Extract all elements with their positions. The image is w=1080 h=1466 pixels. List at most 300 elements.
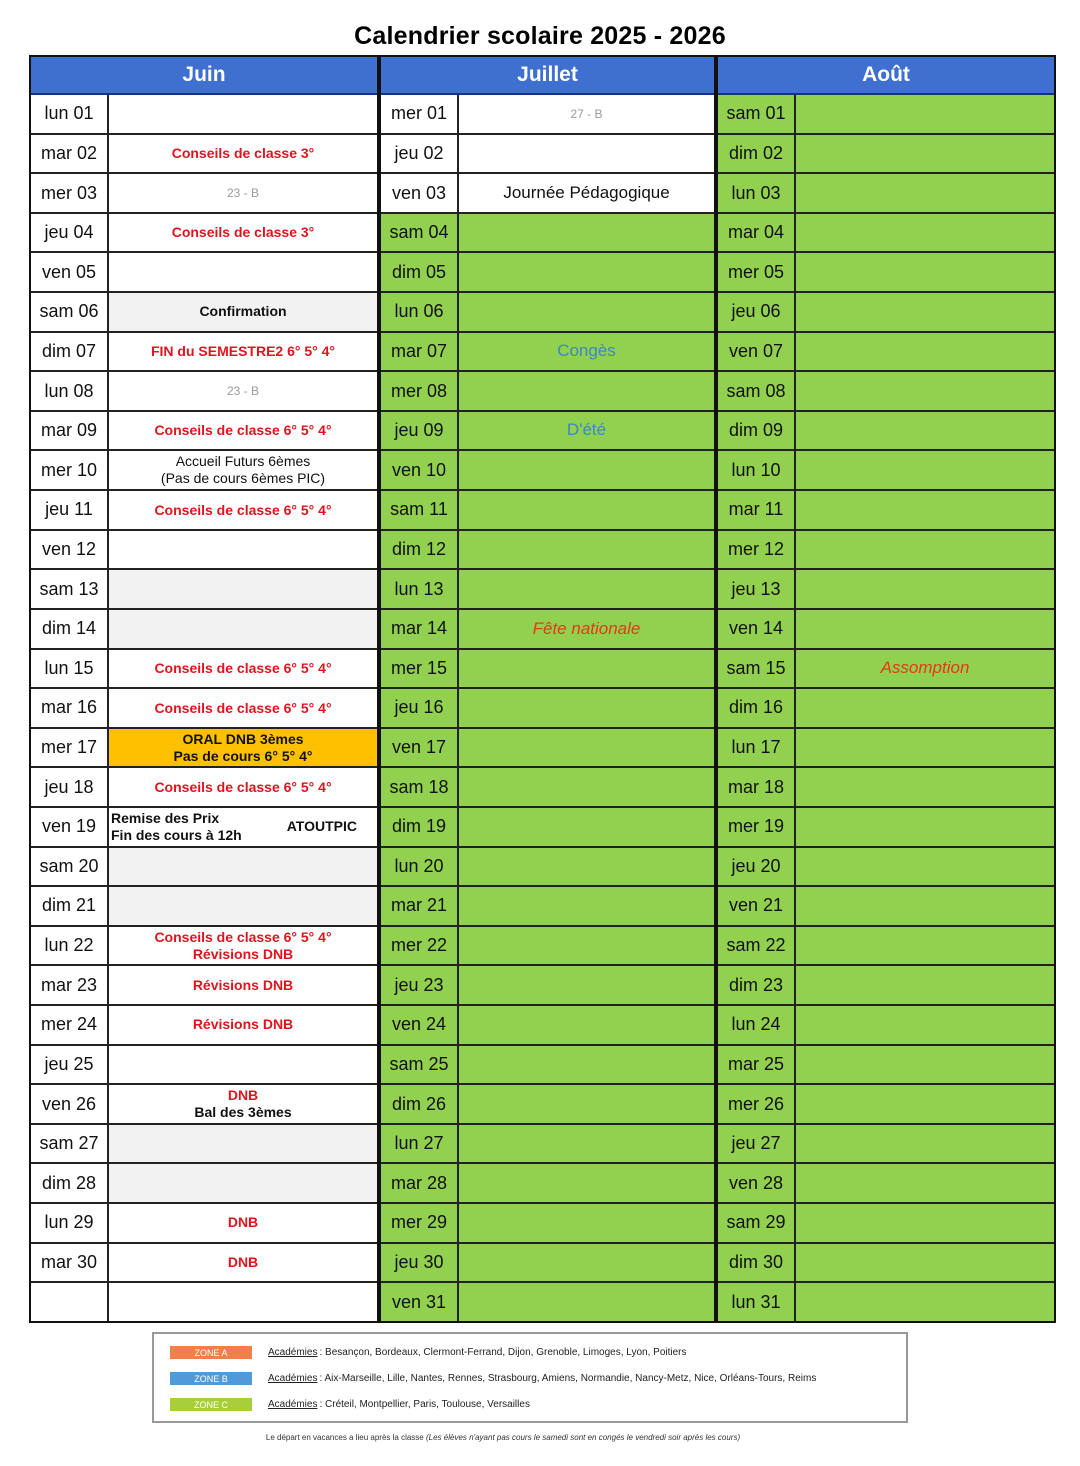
day-label: jeu 09: [381, 412, 459, 450]
event-line: (Pas de cours 6èmes PIC): [160, 470, 326, 487]
event-line: 27 - B: [570, 106, 603, 121]
zone-a-swatch: ZONE A: [170, 1346, 252, 1359]
day-label: jeu 16: [381, 689, 459, 727]
event-line: Conseils de classe 6° 5° 4°: [154, 501, 332, 518]
day-label: dim 16: [718, 689, 796, 727]
calendar-row: [381, 1204, 714, 1244]
calendar-row: [31, 95, 377, 135]
calendar-row: [718, 214, 1054, 254]
day-label: jeu 04: [31, 214, 109, 252]
event-cell: [109, 174, 377, 212]
event-cell: [459, 650, 714, 688]
calendar-row: [718, 848, 1054, 888]
event-cell: [109, 848, 377, 886]
day-label: mar 30: [31, 1244, 109, 1282]
calendar-row: [31, 1204, 377, 1244]
day-label: ven 26: [31, 1085, 109, 1123]
event-line: Conseils de classe 6° 5° 4°: [154, 699, 332, 716]
event-cell: [796, 293, 1054, 331]
month-rows-juin: [31, 95, 377, 1321]
event-cell: [109, 412, 377, 450]
event-cell: [796, 333, 1054, 371]
event-line: Révisions DNB: [192, 976, 294, 993]
event-cell: [109, 293, 377, 331]
day-label: dim 30: [718, 1244, 796, 1282]
event-cell: [796, 253, 1054, 291]
event-line: Fête nationale: [532, 618, 641, 638]
calendar-grid: [29, 55, 1056, 1323]
event-cell: [459, 1046, 714, 1084]
event-right: ATOUTPIC: [286, 818, 357, 835]
event-cell: [796, 412, 1054, 450]
calendar-row: [31, 808, 377, 848]
day-label: ven 05: [31, 253, 109, 291]
event-line: Pas de cours 6° 5° 4°: [173, 747, 313, 764]
day-label: jeu 18: [31, 768, 109, 806]
day-label: ven 21: [718, 887, 796, 925]
event-cell: [109, 1283, 377, 1321]
day-label: jeu 20: [718, 848, 796, 886]
day-label: jeu 30: [381, 1244, 459, 1282]
calendar-row: [31, 887, 377, 927]
event-cell: [459, 253, 714, 291]
day-label: dim 14: [31, 610, 109, 648]
calendar-row: [718, 412, 1054, 452]
calendar-row: [718, 1204, 1054, 1244]
day-label: dim 02: [718, 135, 796, 173]
event-cell: [796, 1046, 1054, 1084]
legend-label: Académies: [268, 1373, 318, 1384]
day-label: mer 03: [31, 174, 109, 212]
event-cell: [109, 610, 377, 648]
calendar-row: [718, 1283, 1054, 1321]
day-label: sam 08: [718, 372, 796, 410]
event-cell: [109, 451, 377, 489]
event-cell: [459, 214, 714, 252]
event-line: DNB: [227, 1214, 259, 1231]
event-line: Fin des cours à 12h: [111, 826, 242, 843]
event-cell: [459, 887, 714, 925]
calendar-row: [718, 95, 1054, 135]
event-line: Révisions DNB: [192, 1016, 294, 1033]
calendar-row: [31, 729, 377, 769]
calendar-row: [718, 966, 1054, 1006]
event-line: 23 - B: [226, 185, 259, 200]
day-label: ven 10: [381, 451, 459, 489]
day-label: ven 31: [381, 1283, 459, 1321]
event-line: Conseils de classe 3°: [171, 145, 315, 162]
event-cell: [109, 887, 377, 925]
day-label: mer 08: [381, 372, 459, 410]
calendar-row: [381, 1046, 714, 1086]
day-label: sam 29: [718, 1204, 796, 1242]
calendar-row: [381, 135, 714, 175]
legend-row-zone-b: [170, 1372, 816, 1385]
event-cell: [796, 531, 1054, 569]
event-cell: [459, 135, 714, 173]
legend-text: : Créteil, Montpellier, Paris, Toulouse, Versailles: [319, 1399, 530, 1410]
event-cell: [796, 848, 1054, 886]
event-cell: [459, 1244, 714, 1282]
event-cell: [459, 1204, 714, 1242]
event-cell: [459, 174, 714, 212]
event-cell: [459, 372, 714, 410]
event-line: FIN du SEMESTRE2 6° 5° 4°: [150, 343, 336, 360]
event-cell: [796, 95, 1054, 133]
calendar-row: [381, 293, 714, 333]
calendar-row: [31, 293, 377, 333]
event-cell: [796, 1125, 1054, 1163]
calendar-row: [718, 333, 1054, 373]
day-label: lun 03: [718, 174, 796, 212]
day-label: mer 17: [31, 729, 109, 767]
footnote-main: Le départ en vacances a lieu après la classe: [265, 1433, 426, 1442]
calendar-row: [31, 1006, 377, 1046]
day-label: sam 11: [381, 491, 459, 529]
calendar-row: [718, 570, 1054, 610]
event-cell: [796, 610, 1054, 648]
legend-label: Académies: [268, 1347, 318, 1358]
day-label: jeu 06: [718, 293, 796, 331]
event-cell: [459, 768, 714, 806]
day-label: lun 24: [718, 1006, 796, 1044]
calendar-row: [381, 650, 714, 690]
day-label: lun 15: [31, 650, 109, 688]
day-label: mar 25: [718, 1046, 796, 1084]
calendar-row: [31, 768, 377, 808]
day-label: mar 04: [718, 214, 796, 252]
day-label: mar 21: [381, 887, 459, 925]
calendar-row: [31, 610, 377, 650]
footnote: [0, 1433, 1006, 1442]
event-cell: [459, 570, 714, 608]
day-label: ven 14: [718, 610, 796, 648]
event-cell: [796, 491, 1054, 529]
event-cell: [459, 1085, 714, 1123]
calendar-row: [31, 1244, 377, 1284]
day-label: jeu 25: [31, 1046, 109, 1084]
calendar-row: [381, 531, 714, 571]
event-cell: [796, 214, 1054, 252]
calendar-row: [381, 1244, 714, 1284]
calendar-row: [31, 1125, 377, 1165]
calendar-row: [31, 333, 377, 373]
day-label: mar 23: [31, 966, 109, 1004]
calendar-row: [381, 927, 714, 967]
calendar-row: [718, 1244, 1054, 1284]
event-cell: [459, 293, 714, 331]
calendar-row: [381, 333, 714, 373]
day-label: mer 19: [718, 808, 796, 846]
calendar-row: [381, 451, 714, 491]
event-line: Conseils de classe 6° 5° 4°: [154, 422, 332, 439]
calendar-row: [381, 1164, 714, 1204]
calendar-row: [381, 412, 714, 452]
event-cell: [796, 372, 1054, 410]
day-label: sam 18: [381, 768, 459, 806]
event-cell: [109, 253, 377, 291]
day-label: mar 07: [381, 333, 459, 371]
calendar-row: [718, 1006, 1054, 1046]
event-cell: [459, 729, 714, 767]
event-cell: [796, 729, 1054, 767]
event-cell: [109, 1164, 377, 1202]
event-cell: [109, 372, 377, 410]
calendar-row: [718, 887, 1054, 927]
month-rows-juillet: [381, 95, 714, 1321]
day-label: mer 24: [31, 1006, 109, 1044]
day-label: ven 28: [718, 1164, 796, 1202]
day-label: mar 28: [381, 1164, 459, 1202]
zone-b-swatch: ZONE B: [170, 1372, 252, 1385]
event-line: Accueil Futurs 6èmes: [175, 453, 311, 470]
event-cell: [459, 333, 714, 371]
event-cell: [796, 1085, 1054, 1123]
event-line: Révisions DNB: [192, 945, 294, 962]
legend-row-zone-c: [170, 1398, 530, 1411]
event-cell: [796, 1204, 1054, 1242]
calendar-row: [718, 1085, 1054, 1125]
calendar-row: [718, 1164, 1054, 1204]
day-label: ven 07: [718, 333, 796, 371]
day-label: jeu 23: [381, 966, 459, 1004]
calendar-row: [31, 531, 377, 571]
event-cell: [796, 174, 1054, 212]
day-label: mar 16: [31, 689, 109, 727]
day-label: dim 21: [31, 887, 109, 925]
day-label: dim 28: [31, 1164, 109, 1202]
footnote-italic: (Les élèves n'ayant pas cours le samedi sont en congés le vendredi soir après les cours): [425, 1433, 741, 1442]
day-label: lun 31: [718, 1283, 796, 1321]
event-cell: [459, 808, 714, 846]
day-label: mer 22: [381, 927, 459, 965]
day-label: lun 27: [381, 1125, 459, 1163]
calendar-row: [381, 848, 714, 888]
day-label: dim 12: [381, 531, 459, 569]
event-cell: [459, 689, 714, 727]
event-line: Bal des 3èmes: [194, 1104, 292, 1121]
calendar-row: [31, 491, 377, 531]
day-label: dim 23: [718, 966, 796, 1004]
month-header-aout: Août: [718, 57, 1054, 95]
event-cell: [109, 333, 377, 371]
event-cell: [796, 1244, 1054, 1282]
event-cell: [796, 135, 1054, 173]
day-label: mer 29: [381, 1204, 459, 1242]
day-label: mar 14: [381, 610, 459, 648]
day-label: dim 07: [31, 333, 109, 371]
day-label: dim 09: [718, 412, 796, 450]
event-line: Journée Pédagogique: [503, 182, 670, 202]
calendar-row: [381, 689, 714, 729]
day-label: mar 11: [718, 491, 796, 529]
calendar-row: [718, 451, 1054, 491]
legend-label: Académies: [268, 1399, 318, 1410]
day-label: sam 01: [718, 95, 796, 133]
month-juin: [31, 57, 377, 1321]
calendar-row: [718, 927, 1054, 967]
event-cell: [459, 848, 714, 886]
day-label: jeu 13: [718, 570, 796, 608]
event-cell: [109, 135, 377, 173]
event-line: DNB: [227, 1087, 259, 1104]
calendar-row: [31, 412, 377, 452]
day-label: sam 04: [381, 214, 459, 252]
calendar-row: [718, 531, 1054, 571]
day-label: ven 17: [381, 729, 459, 767]
calendar-row: [381, 174, 714, 214]
event-line: ORAL DNB 3èmes: [182, 730, 304, 747]
month-header-juillet: Juillet: [381, 57, 714, 95]
day-label: ven 24: [381, 1006, 459, 1044]
event-cell: [459, 95, 714, 133]
day-label: mer 01: [381, 95, 459, 133]
event-cell: [796, 1164, 1054, 1202]
day-label: mer 26: [718, 1085, 796, 1123]
legend-text: : Besançon, Bordeaux, Clermont-Ferrand, Dijon, Grenoble, Limoges, Lyon, Poitiers: [319, 1347, 687, 1358]
calendar-row: [381, 570, 714, 610]
calendar-row: [381, 491, 714, 531]
calendar-row: [31, 1283, 377, 1321]
calendar-row: [718, 293, 1054, 333]
page-title: Calendrier scolaire 2025 - 2026: [354, 22, 726, 50]
calendar-row: [718, 689, 1054, 729]
event-cell: [796, 1283, 1054, 1321]
calendar-row: [381, 1125, 714, 1165]
calendar-row: [718, 174, 1054, 214]
event-cell: [796, 1006, 1054, 1044]
calendar-row: [31, 1085, 377, 1125]
event-cell: [459, 491, 714, 529]
day-label: ven 03: [381, 174, 459, 212]
event-cell: [109, 768, 377, 806]
event-cell: [459, 1283, 714, 1321]
event-cell: [109, 808, 377, 846]
calendar-row: [381, 95, 714, 135]
event-cell: [796, 451, 1054, 489]
day-label: mar 09: [31, 412, 109, 450]
event-cell: [796, 966, 1054, 1004]
day-label: lun 10: [718, 451, 796, 489]
month-header-juin: Juin: [31, 57, 377, 95]
day-label: [31, 1283, 109, 1321]
calendar-row: [718, 372, 1054, 412]
event-cell: [459, 1006, 714, 1044]
calendar-row: [718, 768, 1054, 808]
calendar-row: [718, 135, 1054, 175]
event-line: DNB: [227, 1254, 259, 1271]
calendar-row: [381, 1006, 714, 1046]
day-label: lun 20: [381, 848, 459, 886]
calendar-row: [381, 1283, 714, 1321]
day-label: sam 25: [381, 1046, 459, 1084]
day-label: mer 12: [718, 531, 796, 569]
day-label: ven 12: [31, 531, 109, 569]
event-line: Congès: [557, 341, 616, 361]
calendar-row: [381, 768, 714, 808]
day-label: ven 19: [31, 808, 109, 846]
day-label: dim 05: [381, 253, 459, 291]
calendar-row: [718, 1125, 1054, 1165]
calendar-row: [31, 570, 377, 610]
event-cell: [109, 95, 377, 133]
event-cell: [459, 966, 714, 1004]
event-cell: [109, 1244, 377, 1282]
event-line: Conseils de classe 6° 5° 4°: [154, 659, 332, 676]
day-label: lun 06: [381, 293, 459, 331]
event-line: Conseils de classe 3°: [171, 224, 315, 241]
event-line: 23 - B: [226, 383, 259, 398]
calendar-row: [381, 610, 714, 650]
event-line: Confirmation: [199, 303, 287, 320]
event-cell: [109, 214, 377, 252]
day-label: jeu 27: [718, 1125, 796, 1163]
calendar-row: [31, 1164, 377, 1204]
day-label: mar 02: [31, 135, 109, 173]
event-line: Assomption: [880, 658, 970, 678]
day-label: sam 27: [31, 1125, 109, 1163]
day-label: lun 08: [31, 372, 109, 410]
calendar-row: [31, 253, 377, 293]
calendar-row: [31, 966, 377, 1006]
day-label: sam 20: [31, 848, 109, 886]
calendar-row: [31, 135, 377, 175]
event-cell: [796, 650, 1054, 688]
calendar-row: [718, 253, 1054, 293]
calendar-row: [718, 729, 1054, 769]
calendar-row: [718, 1046, 1054, 1086]
event-cell: [109, 1085, 377, 1123]
calendar-row: [718, 610, 1054, 650]
calendar-row: [381, 808, 714, 848]
event-cell: [109, 1006, 377, 1044]
month-rows-aout: [718, 95, 1054, 1321]
event-cell: [796, 927, 1054, 965]
calendar-row: [31, 1046, 377, 1086]
zone-c-swatch: ZONE C: [170, 1398, 252, 1411]
calendar-row: [381, 887, 714, 927]
calendar-row: [718, 808, 1054, 848]
day-label: sam 22: [718, 927, 796, 965]
event-cell: [109, 531, 377, 569]
day-label: mer 05: [718, 253, 796, 291]
event-cell: [109, 927, 377, 965]
event-cell: [796, 689, 1054, 727]
event-cell: [109, 1204, 377, 1242]
event-left: [111, 810, 242, 844]
event-cell: [109, 729, 377, 767]
calendar-row: [718, 650, 1054, 690]
event-cell: [109, 570, 377, 608]
event-cell: [796, 808, 1054, 846]
legend-text: : Aix-Marseille, Lille, Nantes, Rennes, Strasbourg, Amiens, Normandie, Nancy-Metz, Nice, Orléans-Tours, Reims: [319, 1373, 817, 1384]
day-label: lun 22: [31, 927, 109, 965]
event-cell: [796, 768, 1054, 806]
calendar-row: [381, 966, 714, 1006]
day-label: lun 29: [31, 1204, 109, 1242]
event-cell: [109, 966, 377, 1004]
day-label: dim 26: [381, 1085, 459, 1123]
calendar-row: [31, 650, 377, 690]
calendar-row: [31, 214, 377, 254]
legend-row-zone-a: [170, 1346, 687, 1359]
event-cell: [109, 1046, 377, 1084]
day-label: sam 06: [31, 293, 109, 331]
event-cell: [459, 1125, 714, 1163]
event-cell: [109, 650, 377, 688]
day-label: sam 15: [718, 650, 796, 688]
calendar-row: [31, 848, 377, 888]
